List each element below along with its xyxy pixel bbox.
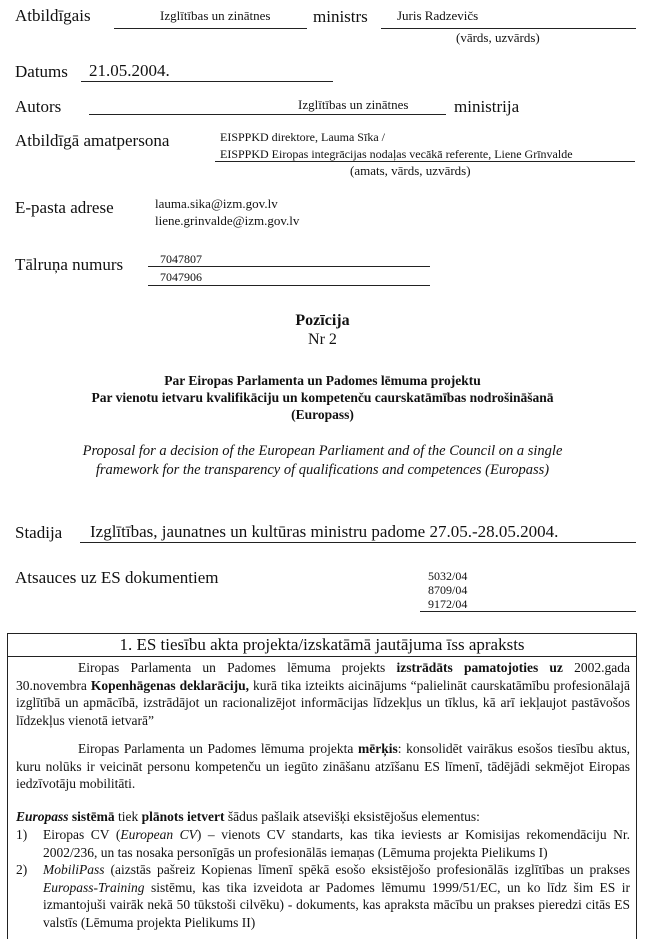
epasts-1: lauma.sika@izm.gov.lv (155, 196, 278, 211)
paragraph-basis: Eiropas Parlamenta un Padomes lēmuma projekts izstrādāts pamatojoties uz 2002.gada 30.novembra Kopenhāgenas deklarāciju, kurā tika izteikts aicinājums “palielināt caurskatāmību profesionālajā izglītībā un apmācībā, izstrādājot un racionalizējot informācijas līdzekļus un tīklus, kā arī iekļaujot pastāvošos līdzekļus vienotā ietvarā” (16, 660, 630, 728)
ref-item: 9172/04 (428, 597, 468, 611)
talrunis-1: 7047807 (160, 252, 202, 266)
subject-line-3: (Europass) (291, 407, 354, 422)
amatpersona-line1: EISPPKD direktore, Lauma Sīka / (220, 130, 385, 144)
position-number: Nr 2 (308, 331, 337, 348)
autors-value: Izglītības un zinātnes (298, 97, 409, 112)
autors-label: Autors (15, 97, 62, 116)
talrunis-underline-1 (148, 266, 430, 267)
amatpersona-line2: EISPPKD Eiropas integrācijas nodaļas vecākā referente, Liene Grīnvalde (220, 147, 573, 161)
subject-line-1: Par Eiropas Parlamenta un Padomes lēmuma projektu (164, 373, 481, 388)
subject-line-2: Par vienotu ietvaru kvalifikāciju un kompetenču caurskatāmības nodrošināšanā (91, 390, 554, 405)
refs-underline (420, 611, 636, 612)
ref-item: 8709/04 (428, 583, 468, 597)
atbildigais-label: Atbildīgais (15, 6, 91, 25)
name-hint: (vārds, uzvārds) (456, 30, 540, 45)
ministrs-underline (381, 28, 636, 29)
datums-underline (81, 81, 333, 82)
amatpersona-underline (215, 161, 635, 162)
ministrs-name: Juris Radzevičs (397, 8, 479, 23)
talrunis-label: Tālruņa numurs (15, 255, 124, 274)
datums-label: Datums (15, 62, 68, 81)
section-title: 1. ES tiesību akta projekta/izskatāmā jautājuma īss apraksts (8, 634, 636, 657)
amatpersona-hint: (amats, vārds, uzvārds) (350, 163, 471, 178)
autors-suffix: ministrija (454, 97, 520, 116)
list-item: 1) Eiropas CV (European CV) – vienots CV standarts, kas tika ieviests ar Komisijas rekomendāciju Nr. 2002/236, un tas nosaka personīgās un profesionālās iemaņas (Lēmuma projekta Pielikums I) (16, 827, 630, 860)
stadija-underline (80, 542, 636, 543)
ministrs-label: ministrs (313, 7, 368, 26)
epasts-label: E-pasta adrese (15, 198, 114, 217)
epasts-2: liene.grinvalde@izm.gov.lv (155, 213, 300, 228)
talrunis-underline-2 (148, 285, 430, 286)
datums-value: 21.05.2004. (89, 61, 170, 80)
atbildigais-value: Izglītības un zinātnes (160, 8, 271, 23)
refs-label: Atsauces uz ES dokumentiem (15, 568, 219, 587)
list-item: 2) MobiliPass (aizstās pašreiz Kopienas līmenī spēkā esošo eksistējošo profesionālās izglītības un prakses Europass-Training sistēmu, kas tika izveidota ar Padomes lēmumu 1999/51/EC, un ko līdz šim ES ir izmantojuši vairāk nekā 50 tūkstoši cilvēku) - dokuments, kas apraksta mācību un prakses pieredzi citās ES valstīs (Lēmuma projekta Pielikums II) (16, 862, 630, 930)
proposal-line-1: Proposal for a decision of the European Parliament and of the Council on a single (82, 443, 563, 459)
ref-item: 5032/04 (428, 569, 468, 583)
paragraph-system: Europass sistēmā tiek plānots ietvert šādus pašlaik atsevišķi eksistējošus elementus: (16, 809, 480, 824)
proposal-line-2: framework for the transparency of qualifications and competences (Europass) (95, 462, 550, 478)
section-box (7, 633, 637, 939)
amatpersona-label: Atbildīgā amatpersona (15, 131, 170, 150)
autors-underline (89, 114, 446, 115)
atbildigais-underline (114, 28, 307, 29)
elements-list (16, 826, 630, 932)
paragraph-goal: Eiropas Parlamenta un Padomes lēmuma projekta mērķis: konsolidēt vairākus esošos tiesību aktus, kuru nolūks ir veicināt personu kompetenču un iegūto zināšanu atzīšanu ES līmenī, tādējādi sekmējot Eiropas iedzīvotāju mobilitāti. (16, 741, 630, 792)
stadija-label: Stadija (15, 523, 63, 542)
stadija-value: Izglītības, jaunatnes un kultūras ministru padome 27.05.-28.05.2004. (90, 522, 559, 541)
talrunis-2: 7047906 (160, 270, 202, 284)
position-title: Pozīcija (295, 312, 350, 329)
